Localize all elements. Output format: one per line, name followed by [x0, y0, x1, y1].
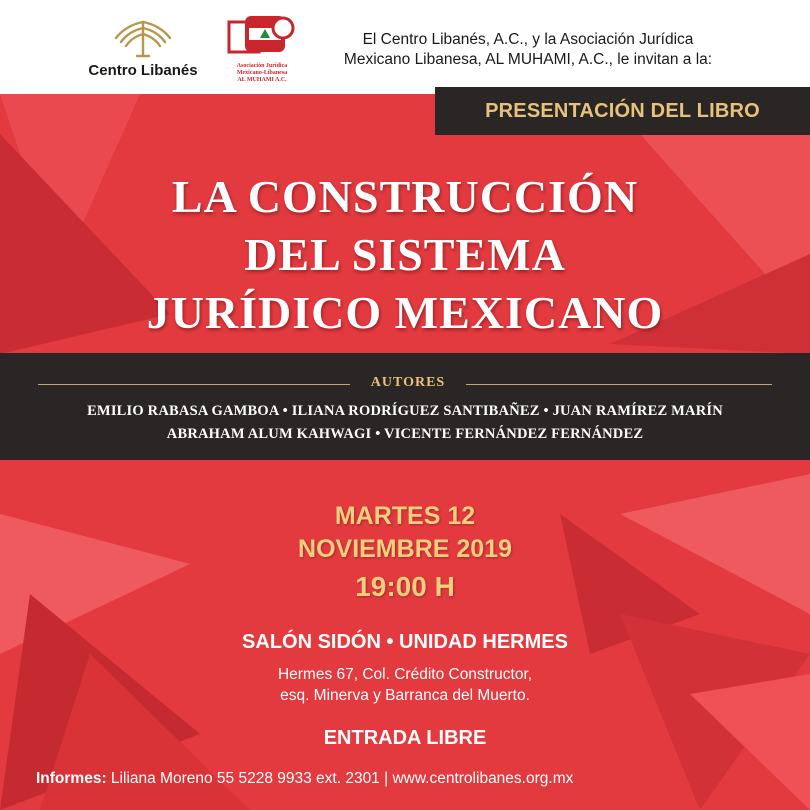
authors-heading: AUTORES [370, 375, 446, 390]
asociacion-juridica-text-2: Mexicano-Libanesa [236, 70, 288, 76]
admission-text: ENTRADA LIBRE [323, 727, 487, 749]
cedar-tree-icon [112, 18, 174, 58]
contact-label: Informes: [36, 770, 107, 787]
presentation-label: PRESENTACIÓN DEL LIBRO [485, 99, 760, 122]
invitation-line-1: El Centro Libanés, A.C., y la Asociación Jurídica [362, 31, 694, 48]
asociacion-juridica-logo [224, 14, 300, 92]
address-line-2: esq. Minerva y Barranca del Muerto. [280, 687, 530, 704]
invitation-line-2: Mexicano Libanesa, AL MUHAMI, A.C., le invitan a la: [343, 51, 713, 68]
presentation-banner [435, 87, 810, 135]
address-line-1: Hermes 67, Col. Crédito Constructor, [277, 666, 533, 683]
asociacion-juridica-text-3: AL MUHAMI A.C. [237, 77, 287, 83]
book-title [0, 168, 810, 342]
authors-section [0, 353, 810, 460]
centro-libanes-wordmark: Centro Libanés [88, 62, 198, 79]
header [0, 0, 810, 94]
divider-left [38, 384, 350, 385]
event-datetime [0, 500, 810, 606]
book-title-line-3: JURÍDICO MEXICANO [146, 287, 664, 338]
event-month-year: NOVIEMBRE 2019 [298, 535, 512, 563]
event-day: MARTES 12 [334, 502, 476, 530]
contact-info [36, 770, 796, 788]
book-title-line-1: LA CONSTRUCCIÓN [171, 171, 639, 222]
authors-line-2: ABRAHAM ALUM KAHWAGI • VICENTE FERNÁNDEZ FERNÁNDEZ [166, 426, 644, 442]
divider-right [466, 384, 772, 385]
venue-name: SALÓN SIDÓN • UNIDAD HERMES [242, 631, 568, 653]
asociacion-juridica-text-1: Asociación Jurídica [236, 63, 288, 69]
invitation-text [318, 30, 738, 70]
authors-line-1: EMILIO RABASA GAMBOA • ILIANA RODRÍGUEZ SANTIBAÑEZ • JUAN RAMÍREZ MARÍN [87, 403, 723, 419]
event-time: 19:00 H [355, 571, 455, 602]
contact-details: Liliana Moreno 55 5228 9933 ext. 2301 | www.centrolibanes.org.mx [106, 770, 574, 787]
centro-libanes-logo [88, 18, 198, 84]
venue-address [0, 664, 810, 706]
shield-emblem-icon [227, 14, 297, 58]
book-title-line-2: DEL SISTEMA [244, 229, 566, 280]
